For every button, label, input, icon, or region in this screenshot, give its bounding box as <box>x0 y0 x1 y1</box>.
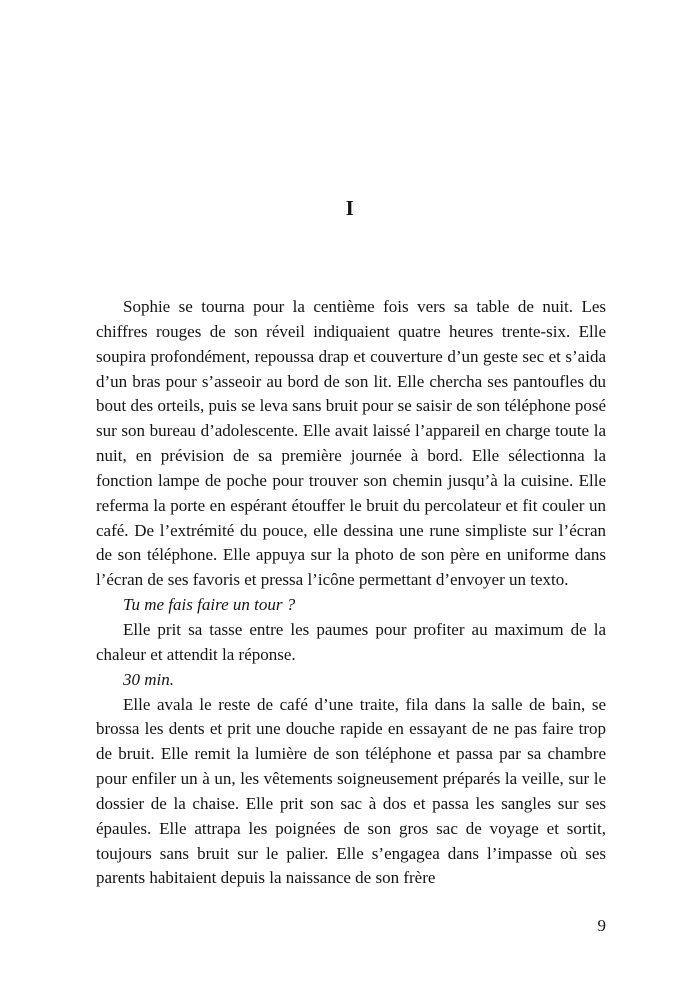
paragraph: Elle avala le reste de café d’une traite, fila dans la salle de bain, se brossa les dents et prit une douche rapide en essayant de ne pas faire trop de bruit. Elle remit la lumière de son téléphone et passa par sa chambre pour enfiler un à un, les vêtements soigneusement préparés la veille, sur le dossier de la chaise. Elle prit son sac à dos et passa les sangles sur ses épaules. Elle attrapa les poignées de son gros sac de voyage et sortit, toujours sans bruit sur le palier. Elle s’engagea dans l’impasse où ses parents habitaient depuis la naissance de son frère <box>96 694 606 888</box>
paragraph-dialogue: 30 min. <box>123 669 174 689</box>
paragraph: Sophie se tourna pour la centième fois vers sa table de nuit. Les chiffres rouges de son réveil indiquaient quatre heures trente-six. Elle soupira profondément, repoussa drap et couverture d’un geste sec et s’aida d’un bras pour s’asseoir au bord de son lit. Elle chercha ses pantoufles du bout des orteils, puis se leva sans bruit pour se saisir de son téléphone posé sur son bureau d’adolescente. Elle avait laissé l’appareil en charge toute la nuit, en prévision de sa première journée à bord. Elle sélectionna la fonction lampe de poche pour trouver son chemin jusqu’à la cuisine. Elle referma la porte en espérant étouffer le bruit du percolateur et fit couler un café. De l’extrémité du pouce, elle dessina une rune simpliste sur l’écran de son téléphone. Elle appuya sur la photo de son père en uniforme dans l’écran de ses favoris et pressa l’icône permettant d’envoyer un texto. <box>96 297 606 590</box>
chapter-heading: I <box>345 196 355 220</box>
page-number: 9 <box>597 916 606 935</box>
paragraph-dialogue: Tu me fais faire un tour ? <box>123 595 296 615</box>
paragraph: Elle prit sa tasse entre les paumes pour profiter au maximum de la chaleur et attendit la réponse. <box>96 619 606 664</box>
page-body <box>96 295 606 891</box>
